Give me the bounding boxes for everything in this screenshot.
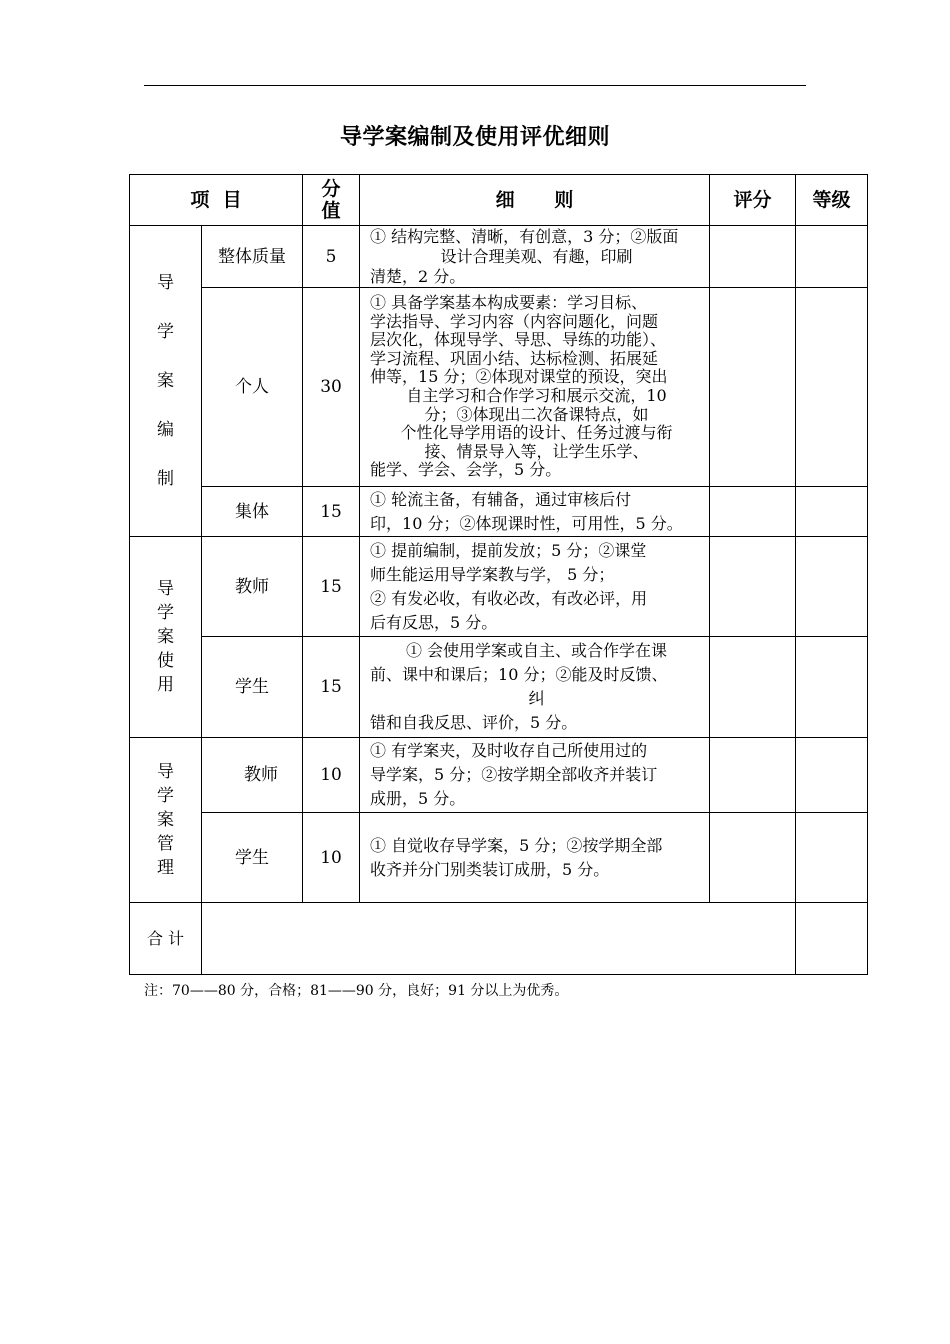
header-item: 项 目	[130, 175, 303, 226]
table-row	[130, 487, 868, 537]
header-grade: 等级	[796, 175, 868, 226]
rating-cell	[710, 738, 796, 813]
detail-line: 错和自我反思、评价，5 分。	[370, 713, 578, 732]
detail-line: ① 具备学案基本构成要素：学习目标、	[370, 293, 648, 313]
rating-cell	[710, 637, 796, 738]
detail-line: 自主学习和合作学习和展示交流，10	[406, 386, 667, 405]
points-cell: 15	[303, 487, 360, 537]
detail-line: 能学、学会、会学，5 分。	[370, 460, 562, 480]
detail-line: ① 轮流主备，有辅备，通过审核后付	[370, 489, 632, 509]
sub-item-cell: 学生	[202, 637, 303, 738]
sub-item-cell: 个人	[202, 288, 303, 487]
detail-line: ① 提前编制，提前发放；5 分；②课堂	[370, 540, 647, 560]
detail-line: 纠	[528, 689, 545, 708]
detail-cell	[360, 813, 710, 903]
detail-line: 前、课中和课后；10 分；②能及时反馈、	[370, 665, 668, 684]
sub-item-cell: 教师	[202, 738, 303, 813]
total-label: 合 计	[130, 903, 202, 975]
detail-line: 学法指导、学习内容（内容问题化，问题	[370, 311, 659, 331]
category-cell	[130, 226, 202, 537]
category-cell	[130, 537, 202, 738]
detail-line: ① 结构完整、清晰，有创意，3 分；②版面	[370, 226, 679, 246]
detail-cell	[360, 226, 710, 288]
detail-line: 师生能运用导学案教与学， 5 分；	[370, 564, 615, 584]
grade-cell	[796, 637, 868, 738]
footnote: 注：70——80 分，合格；81——90 分，良好；91 分以上为优秀。	[144, 983, 569, 999]
rating-cell	[710, 226, 796, 288]
detail-line: 层次化，体现导学、导思、导练的功能）、	[370, 330, 667, 350]
total-value-cell	[202, 903, 796, 975]
grade-cell	[796, 537, 868, 637]
detail-line: 清楚，2 分。	[370, 266, 466, 286]
header-row	[130, 175, 868, 226]
rating-cell	[710, 537, 796, 637]
points-cell: 5	[303, 226, 360, 288]
detail-line: ① 有学案夹，及时收存自己所使用过的	[370, 741, 648, 760]
table-row	[130, 637, 868, 738]
header-rating: 评分	[710, 175, 796, 226]
detail-cell	[360, 637, 710, 738]
category-label: 导学案管理	[157, 762, 174, 878]
points-cell: 10	[303, 813, 360, 903]
table-row	[130, 288, 868, 487]
points-cell: 15	[303, 637, 360, 738]
detail-cell	[360, 537, 710, 637]
rules-table	[129, 174, 868, 975]
rating-cell	[710, 487, 796, 537]
detail-cell	[360, 487, 710, 537]
detail-line: 导学案，5 分；②按学期全部收齐并装订	[370, 765, 658, 784]
detail-line: 收齐并分门别类装订成册，5 分。	[370, 859, 610, 879]
table-row	[130, 813, 868, 903]
top-rule	[144, 85, 806, 86]
table-row	[130, 226, 868, 288]
grade-cell	[796, 738, 868, 813]
category-cell	[130, 738, 202, 903]
header-score-value: 分 值	[303, 175, 360, 226]
detail-line: 个性化导学用语的设计、任务过渡与衔	[400, 423, 673, 443]
rating-cell	[710, 813, 796, 903]
detail-line: ② 有发必收，有收必改，有改必评，用	[370, 588, 648, 608]
total-grade-cell	[796, 903, 868, 975]
header-detail: 细 则	[360, 175, 710, 226]
grade-cell	[796, 813, 868, 903]
sub-item-cell: 学生	[202, 813, 303, 903]
detail-line: ① 会使用学案或自主、或合作学在课	[405, 641, 668, 660]
sub-item-cell: 整体质量	[202, 226, 303, 288]
grade-cell	[796, 487, 868, 537]
detail-cell	[360, 738, 710, 813]
rating-cell	[710, 288, 796, 487]
points-cell: 10	[303, 738, 360, 813]
detail-line: 成册，5 分。	[370, 789, 466, 808]
detail-line: 设计合理美观、有趣，印刷	[440, 246, 633, 266]
detail-line: 伸等，15 分；②体现对课堂的预设，突出	[370, 367, 668, 387]
table-row	[130, 738, 868, 813]
detail-cell	[360, 288, 710, 487]
detail-line: 学习流程、巩固小结、达标检测、拓展延	[370, 348, 659, 368]
sub-item-cell: 集体	[202, 487, 303, 537]
category-label: 导学案使用	[157, 579, 174, 695]
grade-cell	[796, 288, 868, 487]
points-cell: 30	[303, 288, 360, 487]
detail-line: 印，10 分；②体现课时性，可用性，5 分。	[370, 513, 683, 533]
detail-line: 分；③体现出二次备课特点，如	[424, 404, 649, 424]
detail-line: 接、情景导入等，让学生乐学、	[424, 441, 649, 461]
detail-line: ① 自觉收存导学案，5 分；②按学期全部	[370, 835, 663, 855]
table-row	[130, 537, 868, 637]
grade-cell	[796, 226, 868, 288]
total-row	[130, 903, 868, 975]
detail-line: 后有反思，5 分。	[370, 612, 498, 632]
sub-item-cell: 教师	[202, 537, 303, 637]
page-title: 导学案编制及使用评优细则	[339, 125, 610, 150]
points-cell: 15	[303, 537, 360, 637]
category-label: 导学案编制	[157, 272, 174, 489]
